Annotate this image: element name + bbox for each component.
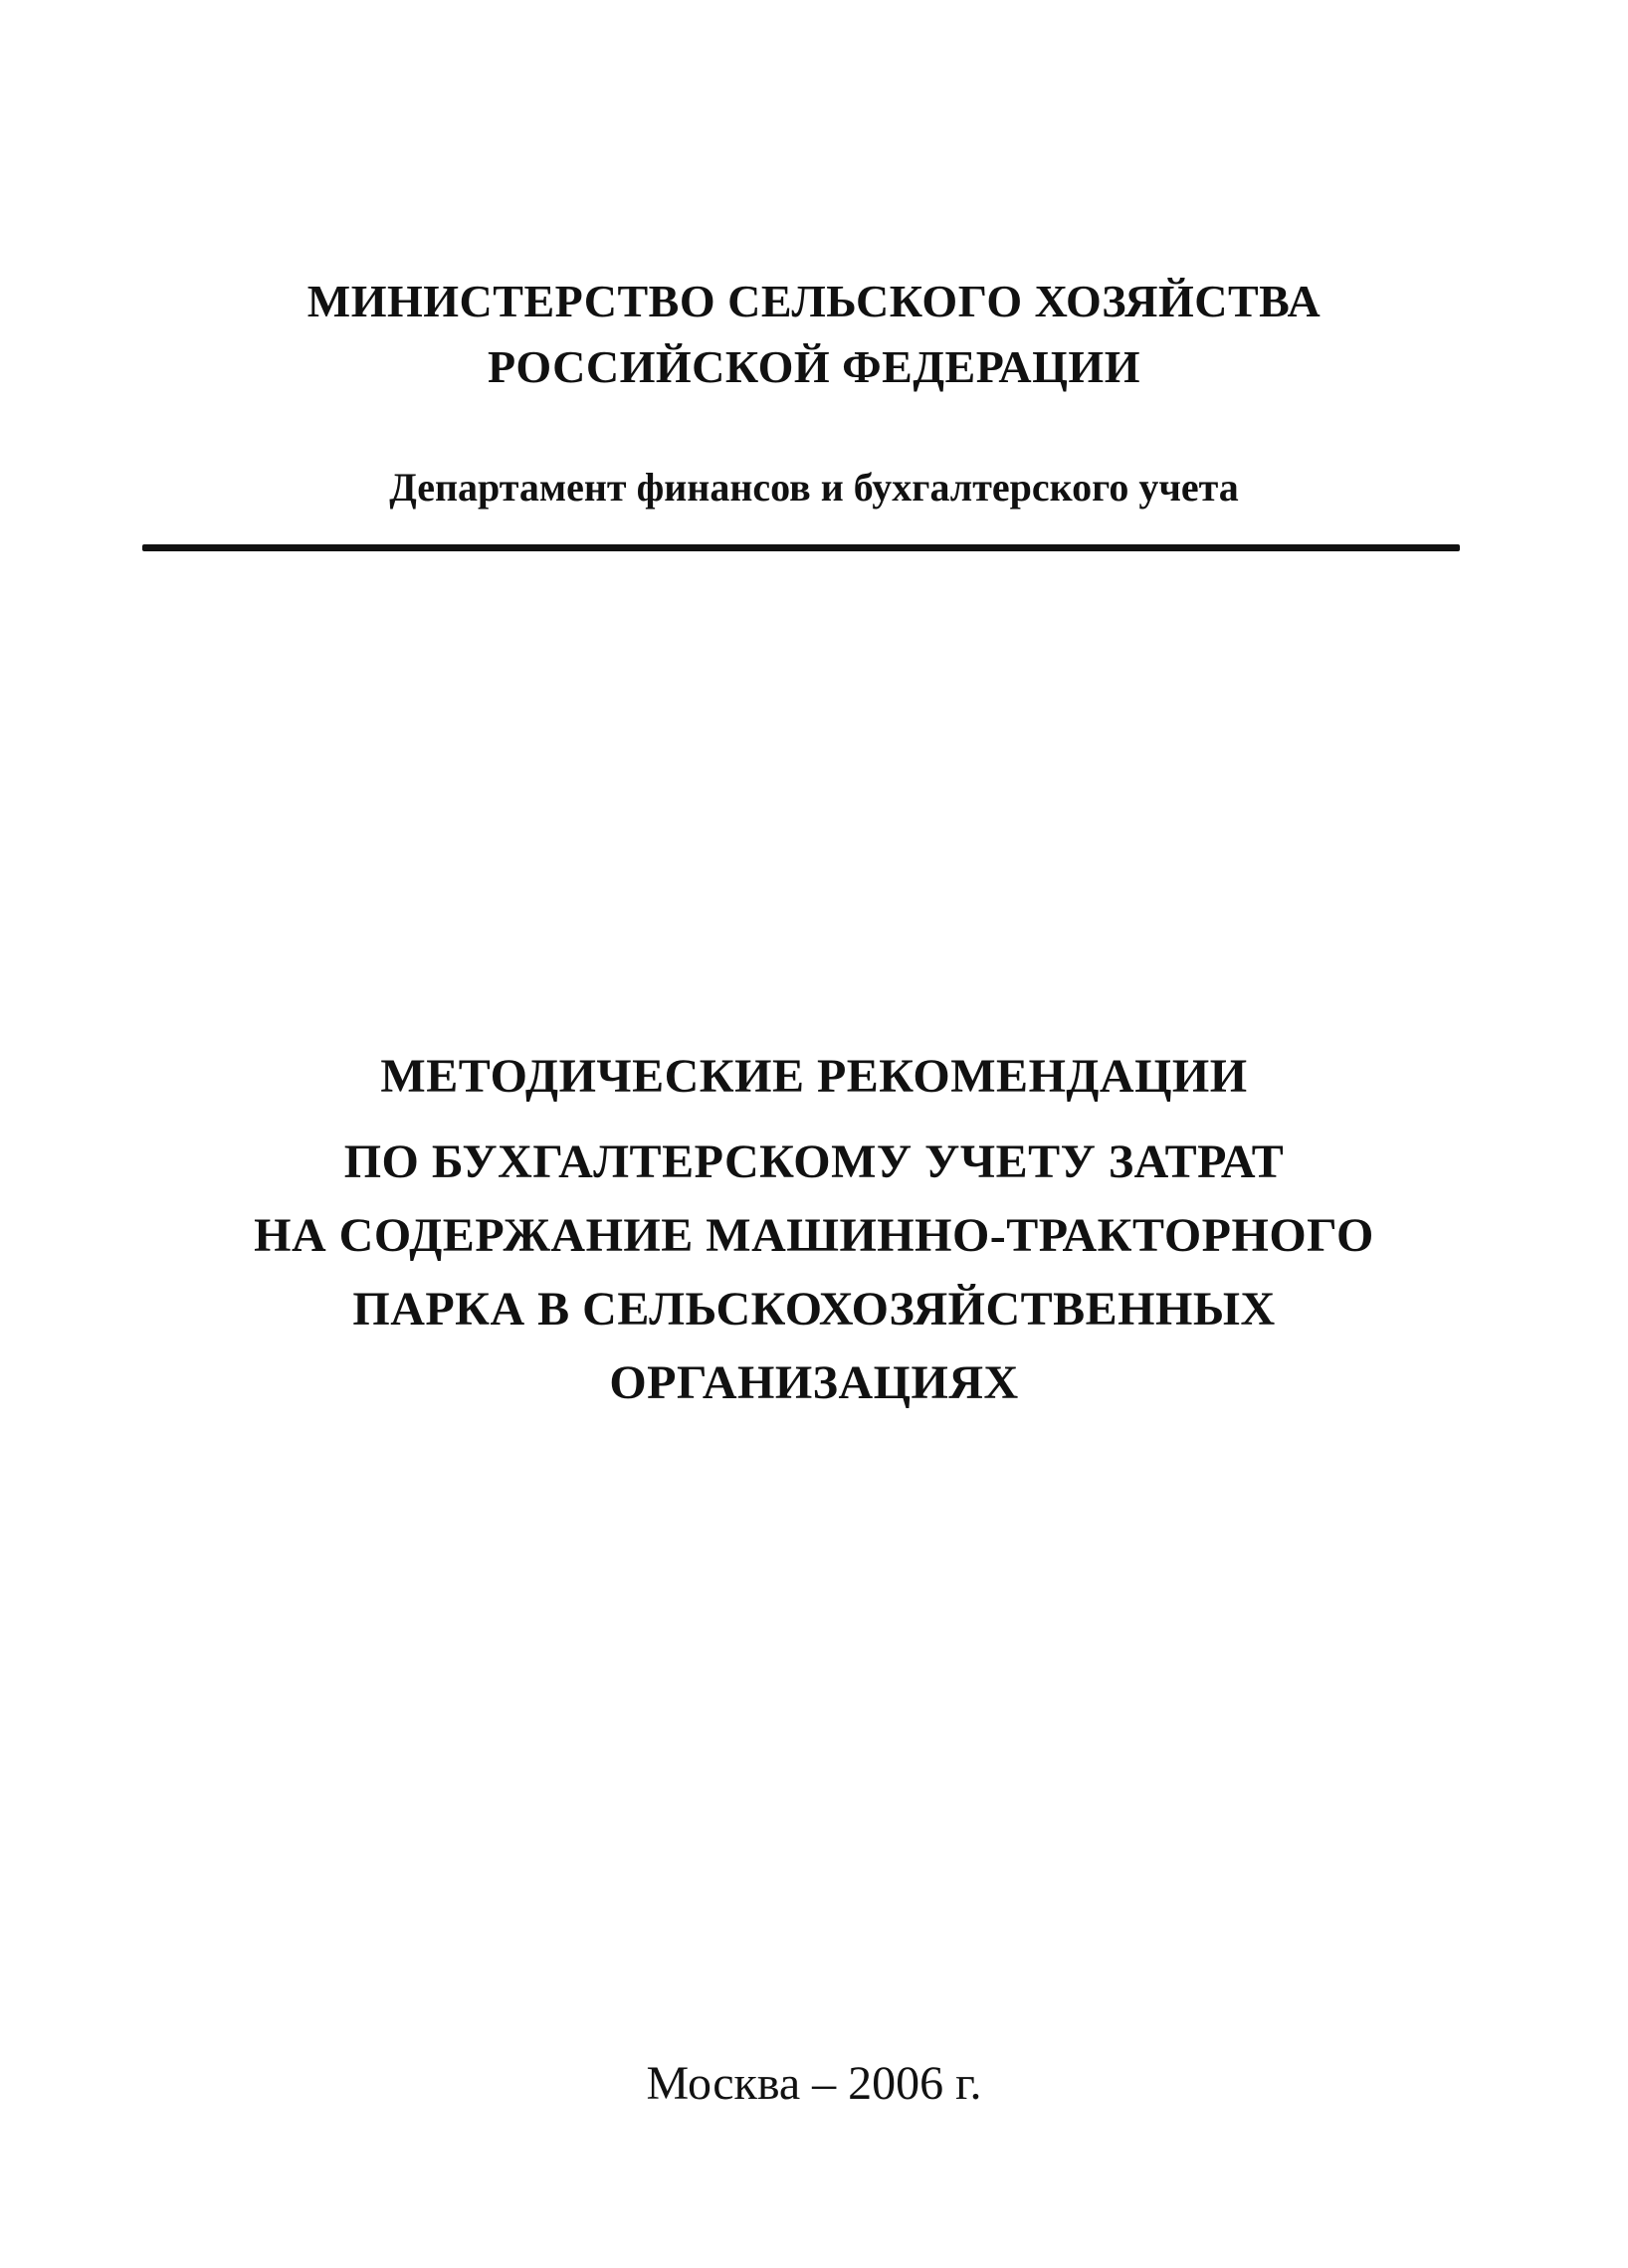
title-line-5: ОРГАНИЗАЦИЯХ [609,1356,1019,1409]
title-line-2: ПО БУХГАЛТЕРСКОМУ УЧЕТУ ЗАТРАТ [343,1135,1285,1188]
ministry-heading [0,269,1628,400]
title-line-4: ПАРКА В СЕЛЬСКОХОЗЯЙСТВЕННЫХ [352,1283,1276,1336]
document-title [0,1040,1628,1420]
title-line-3: НА СОДЕРЖАНИЕ МАШИННО-ТРАКТОРНОГО [254,1209,1374,1262]
title-line-1: МЕТОДИЧЕСКИЕ РЕКОМЕНДАЦИИ [380,1050,1248,1103]
ministry-line-1: МИНИСТЕРСТВО СЕЛЬСКОГО ХОЗЯЙСТВА [306,276,1322,326]
place-and-year: Москва – 2006 г. [646,2057,982,2110]
ministry-line-2: РОССИЙСКОЙ ФЕДЕРАЦИИ [488,341,1140,392]
department-name: Департамент финансов и бухгалтерского учета [389,465,1239,510]
header-divider [142,544,1460,551]
